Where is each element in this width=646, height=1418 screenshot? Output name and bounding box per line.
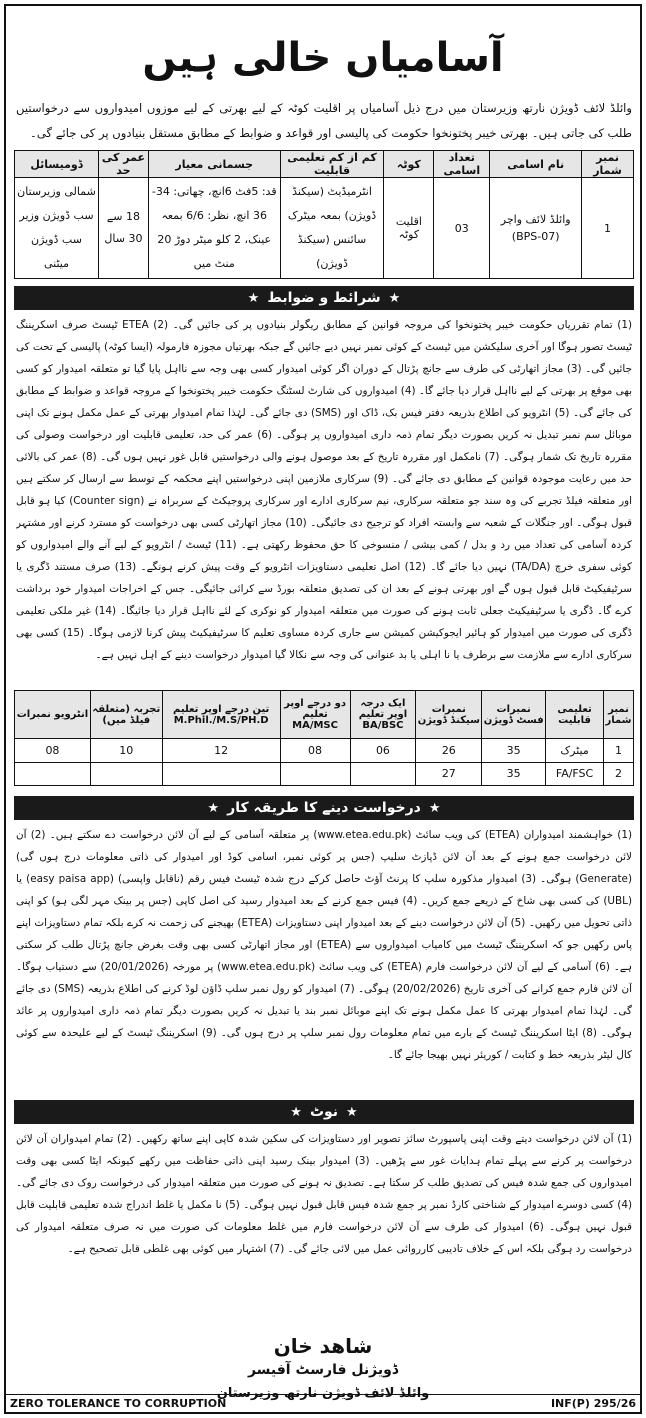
- star-icon: ★: [290, 1105, 302, 1120]
- post-quota: اقلیت کوٹہ: [384, 178, 434, 279]
- marks-exp: [90, 762, 162, 786]
- marks-col-sno: نمبر شمار: [604, 691, 634, 739]
- post-bps: (BPS-07): [511, 230, 560, 243]
- star-icon: ★: [346, 1105, 358, 1120]
- footer-ref: INF(P) 295/26: [550, 1397, 636, 1410]
- marks-table-header-row: [15, 691, 634, 739]
- marks-col-mphil: تین درجے اوپر تعلیم M.Phil./M.S/PH.D: [162, 691, 280, 739]
- section-header-note: [14, 1100, 634, 1124]
- posts-col-count: تعداد اسامی: [434, 151, 490, 178]
- advertisement-page: [4, 4, 642, 1414]
- marks-col-qual: تعلیمی قابلیت: [546, 691, 604, 739]
- marks-qual: میٹرک: [546, 739, 604, 763]
- marks-ma: 08: [280, 739, 350, 763]
- marks-first: 35: [482, 762, 546, 786]
- section-title-note: نوٹ: [309, 1104, 339, 1120]
- table-row: [15, 762, 634, 786]
- marks-mphil: 12: [162, 739, 280, 763]
- star-icon: ★: [428, 801, 441, 816]
- posts-col-physical: جسمانی معیار: [148, 151, 280, 178]
- marks-ba: [350, 762, 416, 786]
- posts-col-quota: کوٹہ: [384, 151, 434, 178]
- marks-ba: 06: [350, 739, 416, 763]
- marks-sno: 2: [604, 762, 634, 786]
- posts-col-sno: نمبر شمار: [582, 151, 634, 178]
- marks-first: 35: [482, 739, 546, 763]
- posts-table-header-row: [15, 151, 634, 178]
- star-icon: ★: [247, 291, 260, 306]
- marks-ma: [280, 762, 350, 786]
- terms-paragraph: (1) تمام تقرریاں حکومت خیبر پختونخوا کی مروجہ قوانین کے مطابق ریگولر بنیادوں پر کی جائیں گی۔ (2) ETEA ٹیسٹ صرف اسکریننگ ٹیسٹ تصور ہوگا اور آخری سلیکشن میں ٹیسٹ کے کوئی نمبر نہیں دیے جائیں گے جبکہ بھرتیاں مجوزہ فارمولہ (ایسا کوٹہ) پالیسی کے تحت کی جائیں گی۔ (3) مجاز اتھارٹی کی طرف سے جانچ پڑتال کے دوران اگر کوئی امیدوار کسی بھی وجہ سے نااہل پایا گیا تو متعلقہ امیدوار کو کسی بھی موقع پر بھرتی کے لیے نااہل قرار دیا جائے گا۔ (4) امیدواروں کی شارٹ لسٹنگ حکومت خیبر پختونخوا کے مروجہ قواعد و ضوابط کے مطابق کی جائے گی۔ (5) انٹرویو کی اطلاع بذریعہ دفتر فیس بک، ڈاک اور (SMS) دی جائے گی۔ لہٰذا تمام امیدوار بھرتی کے عمل مکمل ہونے تک اپنی موبائل سم نمبر تبدیل نہ کریں بصورت دیگر تمام ذمہ داری امیدواروں پر ہوگی۔ (6) عمر کی حد، تعلیمی قابلیت اور درخواست وصولی کی مقررہ تاریخ تک شمار ہوگی۔ (7) نامکمل اور مقررہ تاریخ کے بعد موصول ہونے والی درخواستیں قابل غور نہیں ہوں گی۔ (8) عمر کی بالائی حد میں رعایت موجودہ قوانین کے مطابق دی جائے گی۔ (9) سرکاری ملازمین اپنی درخواستیں اپنے محکمہ کے توسط سے ارسال کر سکتے ہیں اور متعلقہ فیلڈ تجربے کی وہ سند جو متعلقہ سرکاری، نیم سرکاری ادارے اور سرکاری پروجیکٹ کے سربراہ نے (Counter sign) کیا ہو قابل قبول ہوگی۔ اور جنگلات کے شعبہ سے وابستہ افراد کو ترجیح دی جائیگی۔ (10) مجاز اتھارٹی کسی بھی درخواست کو مسترد کرنے اور مشتہر کردہ آسامی کی تعداد میں رد و بدل / کمی بیشی / منسوخی کا حق محفوظ رکھتی ہے۔ (11) ٹیسٹ / انٹرویو کے لیے آنے والے امیدواروں کو کوئی سفری خرچ (TA/DA) نہیں دیا جائے گا۔ (12) اصل تعلیمی دستاویزات انٹرویو کے وقت پیش کرنے ہونگے۔ (13) صرف مستند ڈگری یا سرٹیفیکیٹ قابل قبول ہوں گے اور بھرتی ہونے کے بعد ان کی تصدیق متعلقہ بورڈ سے کرائی جائیگی۔ جس کے اخراجات امیدوار خود برداشت کرے گا۔ ڈگری یا سرٹیفیکیٹ جعلی ثابت ہونے کی صورت میں متعلقہ امیدوار کو نوکری کے لئے نااہل قرار دیا جائیگا۔ (14) غیر ملکی تعلیمی ڈگری کی صورت میں امیدوار کو ہائیر ایجوکیشن کمیشن سے جاری کردہ مساوی تعلیم کا سرٹیفیکیٹ پیش کرنا لازمی ہوگا۔ (15) کسی بھی سرکاری ادارے سے ملازمت سے برطرف یا نا اہلی یا بد عنوانی کی وجہ سے نکالا گیا امیدوار درخواست دینے کے اہل نہیں ہے۔: [16, 319, 632, 661]
- post-qualification: انٹرمیڈیٹ (سیکنڈ ڈویژن) بمعہ میٹرک سائنس (سیکنڈ ڈویژن): [280, 178, 384, 279]
- marks-col-second: نمبرات سیکنڈ ڈویژن: [416, 691, 482, 739]
- apply-paragraph: (1) خواہشمند امیدواران (ETEA) کی ویب سائٹ (www.etea.edu.pk) پر متعلقہ آسامی کے لیے آن لائن درخواست دے سکتے ہیں۔ (2) آن لائن درخواست جمع ہونے کے بعد آن لائن ڈپازٹ سلیپ (جس پر کوئی نمبر، اسامی کوڈ اور امیدوار کی ذاتی معلومات درج ہوں گی) (Generate) ہوگی۔ (3) امیدوار مذکورہ سلپ کا پرنٹ آؤٹ حاصل کرکے درج شدہ ٹیسٹ فیس رقم (ناقابل واپسی) (easy paisa app) یا (UBL) کی کسی بھی شاخ کے ذریعے جمع کریں۔ (4) فیس جمع کرنے کے بعد امیدوار رسید کی اصل کاپی (جس پر بینک مہر لگی ہو) کو اپنی ذاتی تحویل میں رکھیں۔ (5) آن لائن درخواست دینے کے بعد امیدوار اپنی دستاویزات (ETEA) بھیجنے کی زحمت نہ کرے بلکہ تمام دستاویزات اپنے پاس رکھیں جو کہ اسکریننگ ٹیسٹ میں کامیاب امیدواروں سے (ETEA) اور مجاز اتھارٹی کسی بھی وقت بغرض جانچ پڑتال طلب کر سکتی ہے۔ (6) آسامی کے لیے آن لائن درخواست فارم (ETEA) کی ویب سائٹ (www.etea.edu.pk) پر مورخہ (20/01/2026) سے دستیاب ہوگا۔ آن لائن فارم جمع کرانے کی آخری تاریخ (20/02/2026) ہوگی۔ (7) امیدوار کو رول نمبر سلپ ڈاؤن لوڈ کرنے کی اطلاع بذریعہ (SMS) دی جائے گی۔ لہٰذا تمام امیدوار بھرتی کا عمل مکمل ہونے تک اپنے موبائل نمبر بند یا تبدیل نہ کریں بصورت دیگر تمام ذمہ داری امیدواروں پر عائد ہوگی۔ (8) ایٹا اسکریننگ ٹیسٹ کے بارے میں تمام معلومات رول نمبر سلپ پر درج ہوں گی۔ (9) اسکریننگ ٹیسٹ کے لیے علیحدہ سے کوئی کال لیٹر بذریعہ خط و کتابت / کوریئر نہیں بھیجا جائے گا۔: [16, 829, 632, 1061]
- posts-col-qualification: کم از کم تعلیمی قابلیت: [280, 151, 384, 178]
- post-name: وائلڈ لائف واچر: [500, 213, 571, 226]
- marks-interview: 08: [15, 739, 91, 763]
- table-row: [15, 178, 634, 279]
- posts-table: [14, 150, 634, 279]
- marks-interview: [15, 762, 91, 786]
- table-row: [15, 739, 634, 763]
- post-age: 18 سے 30 سال: [98, 178, 148, 279]
- posts-col-post: نام اسامی: [490, 151, 582, 178]
- section-title-terms: شرائط و ضوابط: [267, 290, 381, 306]
- marks-col-exp: تجربہ (متعلقہ فیلڈ میں): [90, 691, 162, 739]
- marks-col-ba: ایک درجہ اوپر تعلیم BA/BSC: [350, 691, 416, 739]
- star-icon: ★: [207, 801, 220, 816]
- signatory-office: وائلڈ لائف ڈویژن نارتھ وزیرستان: [216, 1386, 430, 1401]
- posts-col-age: عمر کی حد: [98, 151, 148, 178]
- footer-slogan: ZERO TOLERANCE TO CORRUPTION: [10, 1397, 227, 1410]
- marks-second: 27: [416, 762, 482, 786]
- post-count: 03: [434, 178, 490, 279]
- post-domicile: شمالی وزیرستان سب ڈویژن وزیر سب ڈویژن میٹنی: [15, 178, 99, 279]
- posts-col-domicile: ڈومیسائل: [15, 151, 99, 178]
- post-sno: 1: [582, 178, 634, 279]
- marks-mphil: [162, 762, 280, 786]
- signatory-designation: ڈویژنل فارسٹ آفیسر: [247, 1362, 399, 1378]
- marks-qual: FA/FSC: [546, 762, 604, 786]
- footer: [6, 1394, 640, 1412]
- post-physical: قد: 5فٹ 6انچ، چھاتی: 34-36 انچ، نظر: 6/6 بمعہ عینک، 2 کلو میٹر دوڑ 20 منٹ میں: [148, 178, 280, 279]
- section-header-terms: [14, 286, 634, 310]
- marks-exp: 10: [90, 739, 162, 763]
- star-icon: ★: [388, 291, 401, 306]
- signatory-name: شاهد خان: [273, 1334, 373, 1358]
- marks-second: 26: [416, 739, 482, 763]
- marks-table: [14, 690, 634, 786]
- note-paragraph: (1) آن لائن درخواست دیتے وقت اپنی پاسپورٹ سائز تصویر اور دستاویزات کی سکین شدہ کاپی اپنے ساتھ رکھیں۔ (2) تمام امیدواران آن لائن درخواست پر کرنے سے پہلے تمام ہدایات غور سے پڑھیں۔ (3) امیدوار بینک رسید اپنی ذاتی حفاظت میں رکھے کیونکہ ایٹا کسی بھی وقت امیدواروں کی جمع شدہ فیس کی تصدیق طلب کر سکتا ہے۔ تصدیق نہ ہونے کی صورت میں متعلقہ امیدوار کی درخواست روک دی جائے گی۔ (4) کسی دوسرے امیدوار کے شناختی کارڈ نمبر پر جمع شدہ فیس قابل قبول نہیں ہوگی۔ (5) نا مکمل یا غلط اندراج شدہ تعلیمی قابلیت قابل قبول نہیں ہوگی۔ (6) امیدوار کی طرف سے آن لائن درخواست فارم میں غلط معلومات کی صورت میں نہ صرف متعلقہ امیدوار کی درخواست رد ہوگی بلکہ اس کے خلاف تادیبی کارروائی عمل میں لائی جائے گی۔ (7) اشتہار میں کوئی بھی غلطی قابل تصحیح ہے۔: [16, 1133, 632, 1255]
- section-title-apply: درخواست دینے کا طریقہ کار: [227, 800, 421, 816]
- marks-sno: 1: [604, 739, 634, 763]
- marks-col-ma: دو درجے اوپر تعلیم MA/MSC: [280, 691, 350, 739]
- section-header-apply: [14, 796, 634, 820]
- marks-col-interview: انٹرویو نمبرات: [15, 691, 91, 739]
- intro-paragraph: وائلڈ لائف ڈویژن نارتھ وزیرستان میں درج ذیل آسامیاں پر اقلیت کوٹہ کے لیے بھرتی کے لیے موزوں امیدواروں سے درخواستیں طلب کی جاتی ہیں۔ بھرتی خیبر پختونخوا حکومت کی پالیسی اور قواعد و ضوابط کے مطابق مستقل بنیادوں پر کی جائے گی۔: [16, 101, 632, 140]
- marks-col-first: نمبرات فسٹ ڈویژن: [482, 691, 546, 739]
- page-title: آسامیاں خالی ہیں: [142, 35, 504, 81]
- post-name-cell: [490, 178, 582, 279]
